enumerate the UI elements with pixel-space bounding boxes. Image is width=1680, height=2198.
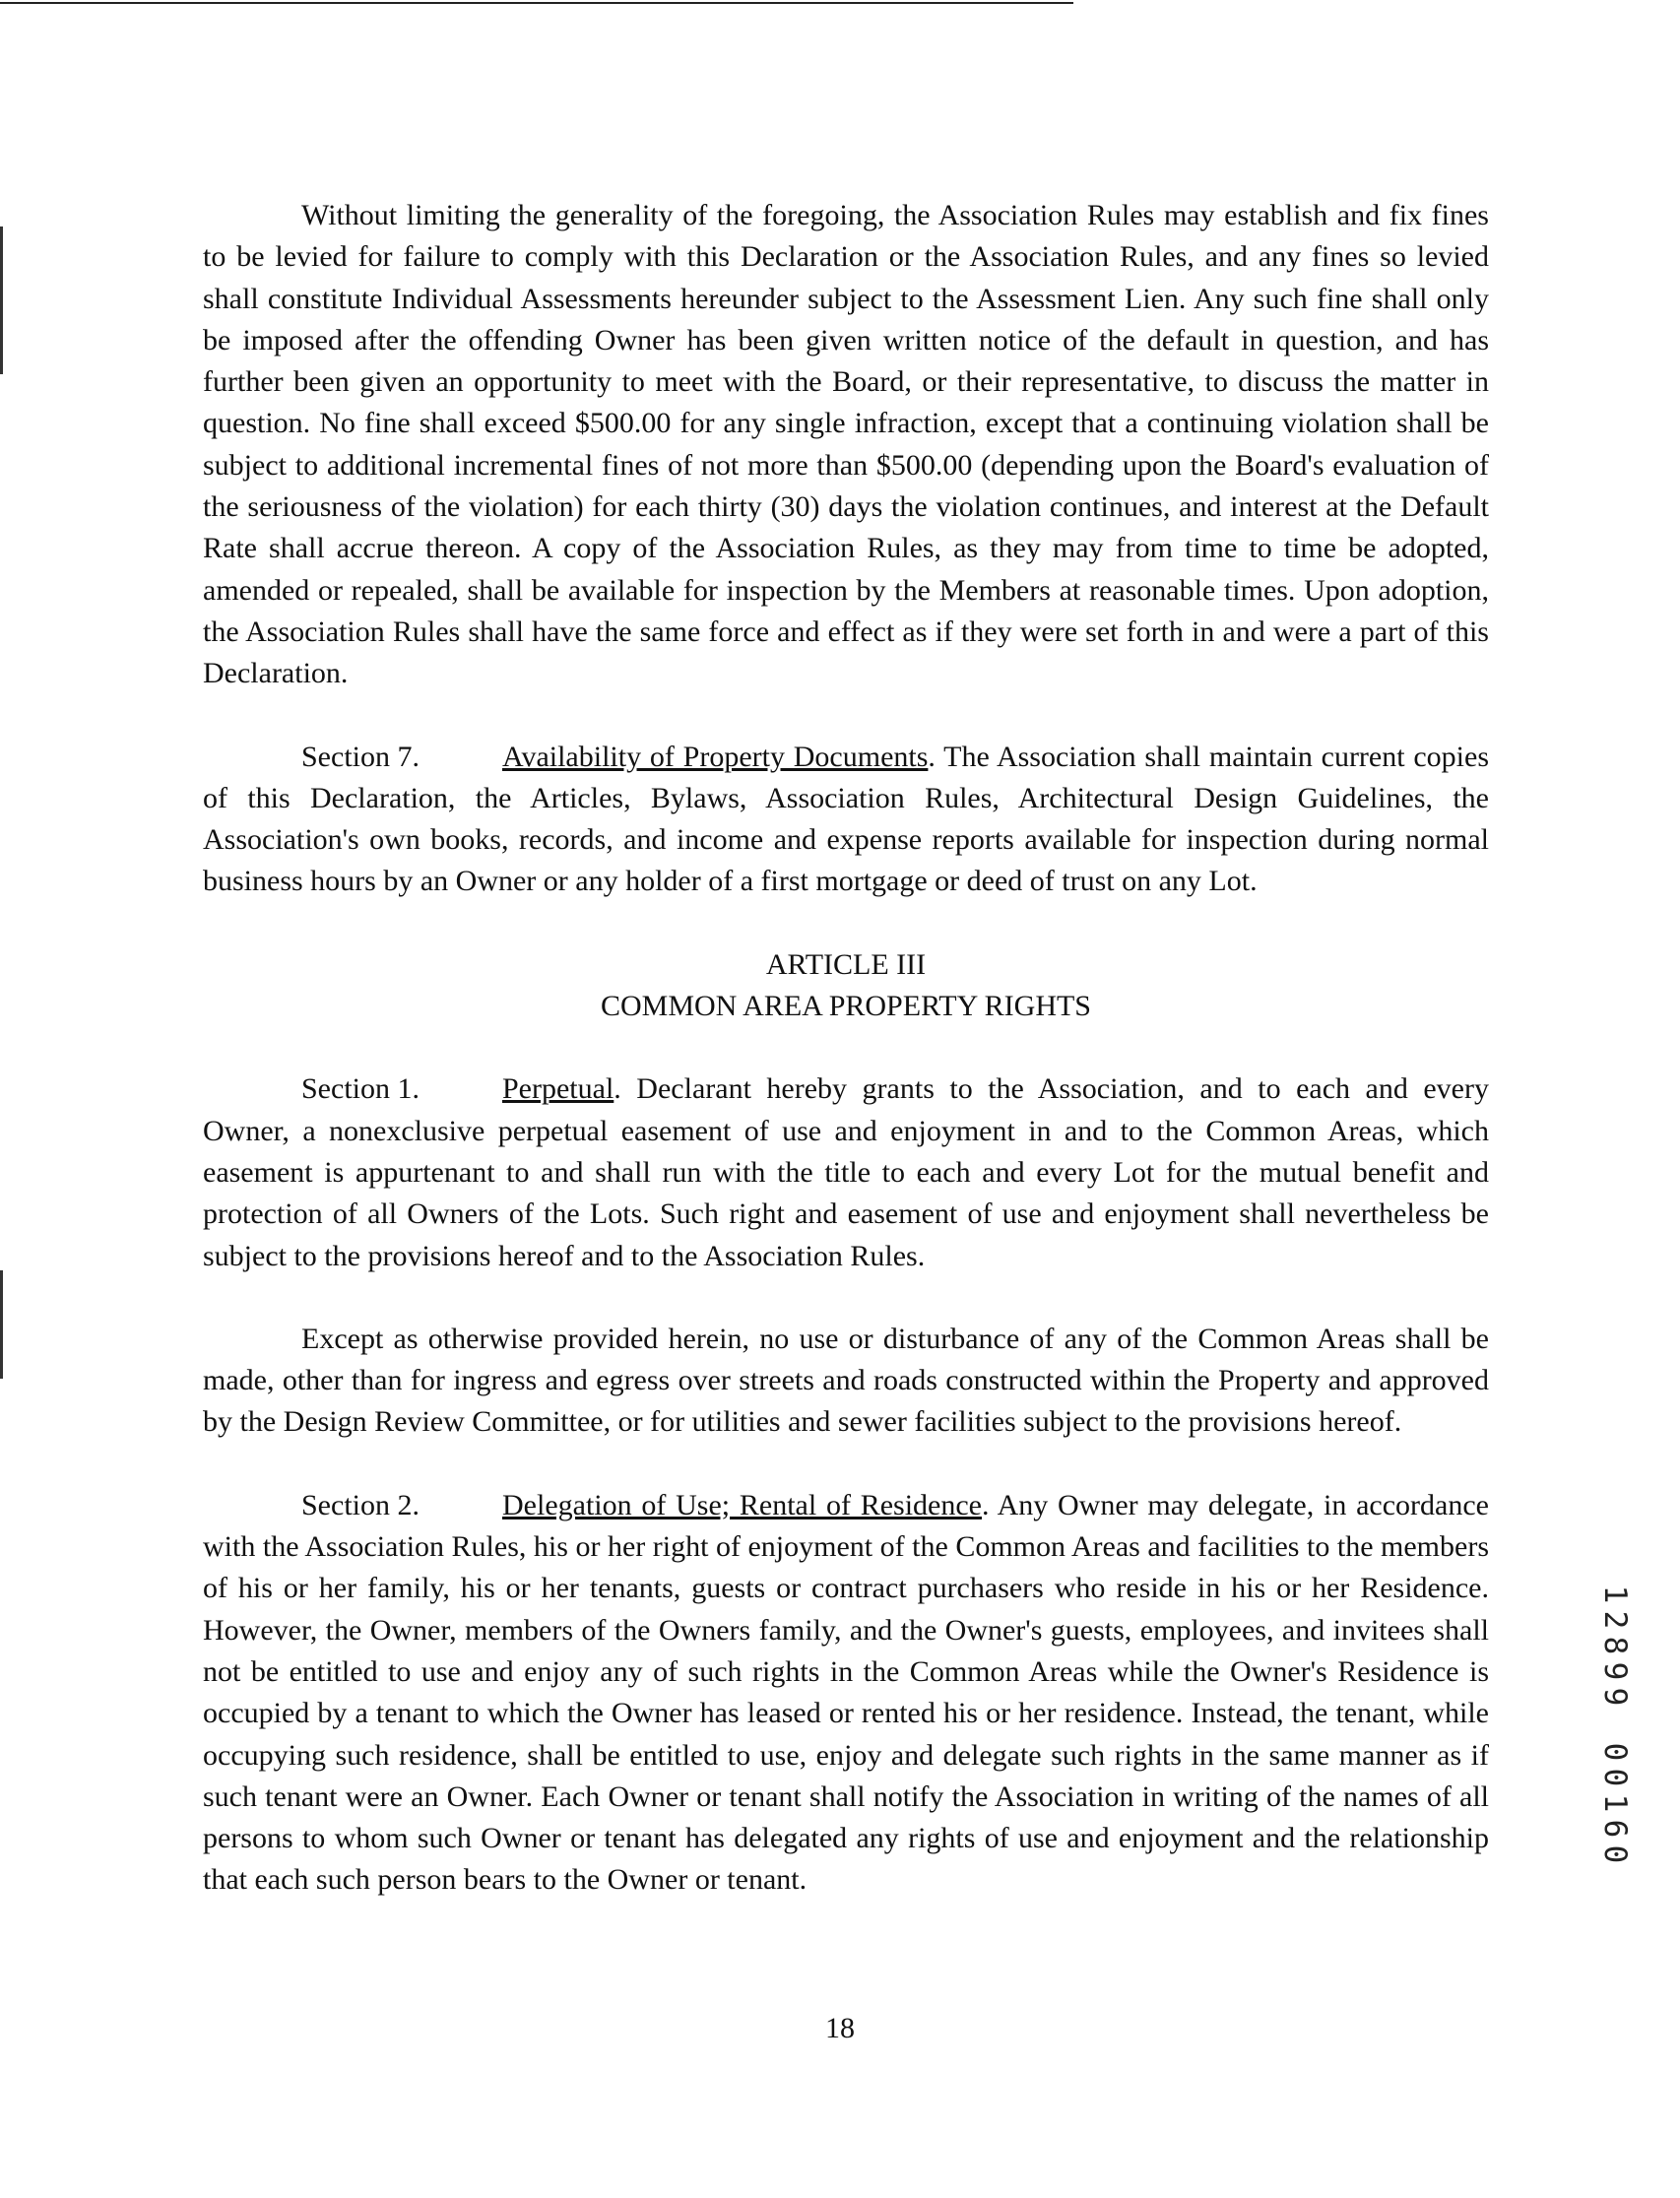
section-2 bbox=[203, 1485, 1489, 1902]
stamp-digit: 8 bbox=[1597, 1636, 1633, 1655]
scan-edge-line bbox=[0, 2, 1073, 4]
stamp-digit: 0 bbox=[1597, 1844, 1633, 1864]
scan-left-edge-mark bbox=[0, 226, 3, 374]
stamp-digit: 9 bbox=[1597, 1661, 1633, 1681]
section-number: Section 7. bbox=[301, 740, 420, 773]
scan-left-edge-mark bbox=[0, 1270, 3, 1379]
section-body: . The Association shall maintain current copies of this Declaration, the Articles, Bylaws, Association Rules, Architectural Design Guidelines, the Association's own books, records, and income and expense reports available for inspection during normal business hours by an Owner or any holder of a first mortgage or deed of trust on any Lot. bbox=[203, 740, 1490, 898]
section-body: . Declarant hereby grants to the Association, and to each and every Owner, a nonexclusive perpetual easement of use and enjoyment in and to the Common Areas, which easement is appurtenant to and shall run with the title to each and every Lot for the mutual benefit and protection of all Owners of the Lots. Such right and easement of use and enjoyment shall nevertheless be subject to the provisions hereof and to the Association Rules. bbox=[203, 1072, 1489, 1272]
stamp-digit: 1 bbox=[1597, 1793, 1633, 1813]
paragraph-common-area-use: Except as otherwise provided herein, no use or disturbance of any of the Common Areas shall be made, other than for ingress and egress over streets and roads constructed within the Property and approved by the Design Review Committee, or for utilities and sewer facilities subject to the provisions hereof. bbox=[203, 1322, 1489, 1439]
section-number: Section 2. bbox=[301, 1488, 420, 1521]
section-7 bbox=[203, 737, 1489, 903]
article-heading bbox=[203, 944, 1489, 1028]
document-body bbox=[203, 195, 1489, 1902]
paragraph-association-rules-fines: Without limiting the generality of the foregoing, the Association Rules may establish and fix fines to be levied for failure to comply with this Declaration or the Association Rules, and any fines so levied shall constitute Individual Assessments hereunder subject to the Assessment Lien. Any such fine shall only be imposed after the offending Owner has been given written notice of the default in question, and has further been given an opportunity to meet with the Board, or their representative, to discuss the matter in question. No fine shall exceed $500.00 for any single infraction, except that a continuing violation shall be subject to additional incremental fines of not more than $500.00 (depending upon the Board's evaluation of the seriousness of the violation) for each thirty (30) days the violation continues, and interest at the Default Rate shall accrue thereon. A copy of the Association Rules, as they may from time to time be adopted, amended or repealed, shall be available for inspection by the Members at reasonable times. Upon adoption, the Association Rules shall have the same force and effect as if they were set forth in and were a part of this Declaration. bbox=[203, 199, 1489, 690]
section-body: . Any Owner may delegate, in accordance with the Association Rules, his or her right of enjoyment of the Common Areas and facilities to the members of his or her family, his or her tenants, guests or contract purchasers who reside in his or her Residence. However, the Owner, members of the Owners family, and the Owner's guests, employees, and invitees shall not be entitled to use and enjoy any of such rights in the Common Areas while the Owner's Residence is occupied by a tenant to which the Owner has leased or rented his or her residence. Instead, the tenant, while occupying such residence, shall be entitled to use, enjoy and delegate such rights in the same manner as if such tenant were an Owner. Each Owner or tenant shall notify the Association in writing of the names of all persons to whom such Owner or tenant has delegated any rights of use and enjoyment and the relationship that each such person bears to the Owner or tenant. bbox=[203, 1488, 1489, 1897]
stamp-digit: 0 bbox=[1597, 1742, 1633, 1762]
article-number: ARTICLE III bbox=[765, 947, 927, 981]
section-number: Section 1. bbox=[301, 1072, 420, 1106]
section-1 bbox=[203, 1068, 1489, 1276]
page-number: 18 bbox=[825, 2012, 855, 2044]
recording-number-stamp bbox=[1595, 1582, 1635, 1867]
section-title: Perpetual bbox=[502, 1072, 614, 1106]
section-title: Delegation of Use; Rental of Residence bbox=[502, 1488, 982, 1521]
stamp-digit: 1 bbox=[1597, 1584, 1633, 1604]
section-title: Availability of Property Documents bbox=[502, 740, 929, 773]
article-title: COMMON AREA PROPERTY RIGHTS bbox=[600, 990, 1091, 1023]
stamp-digit: 0 bbox=[1597, 1768, 1633, 1787]
stamp-digit: 6 bbox=[1597, 1819, 1633, 1839]
stamp-digit: 2 bbox=[1597, 1610, 1633, 1630]
stamp-digit: 9 bbox=[1597, 1687, 1633, 1707]
